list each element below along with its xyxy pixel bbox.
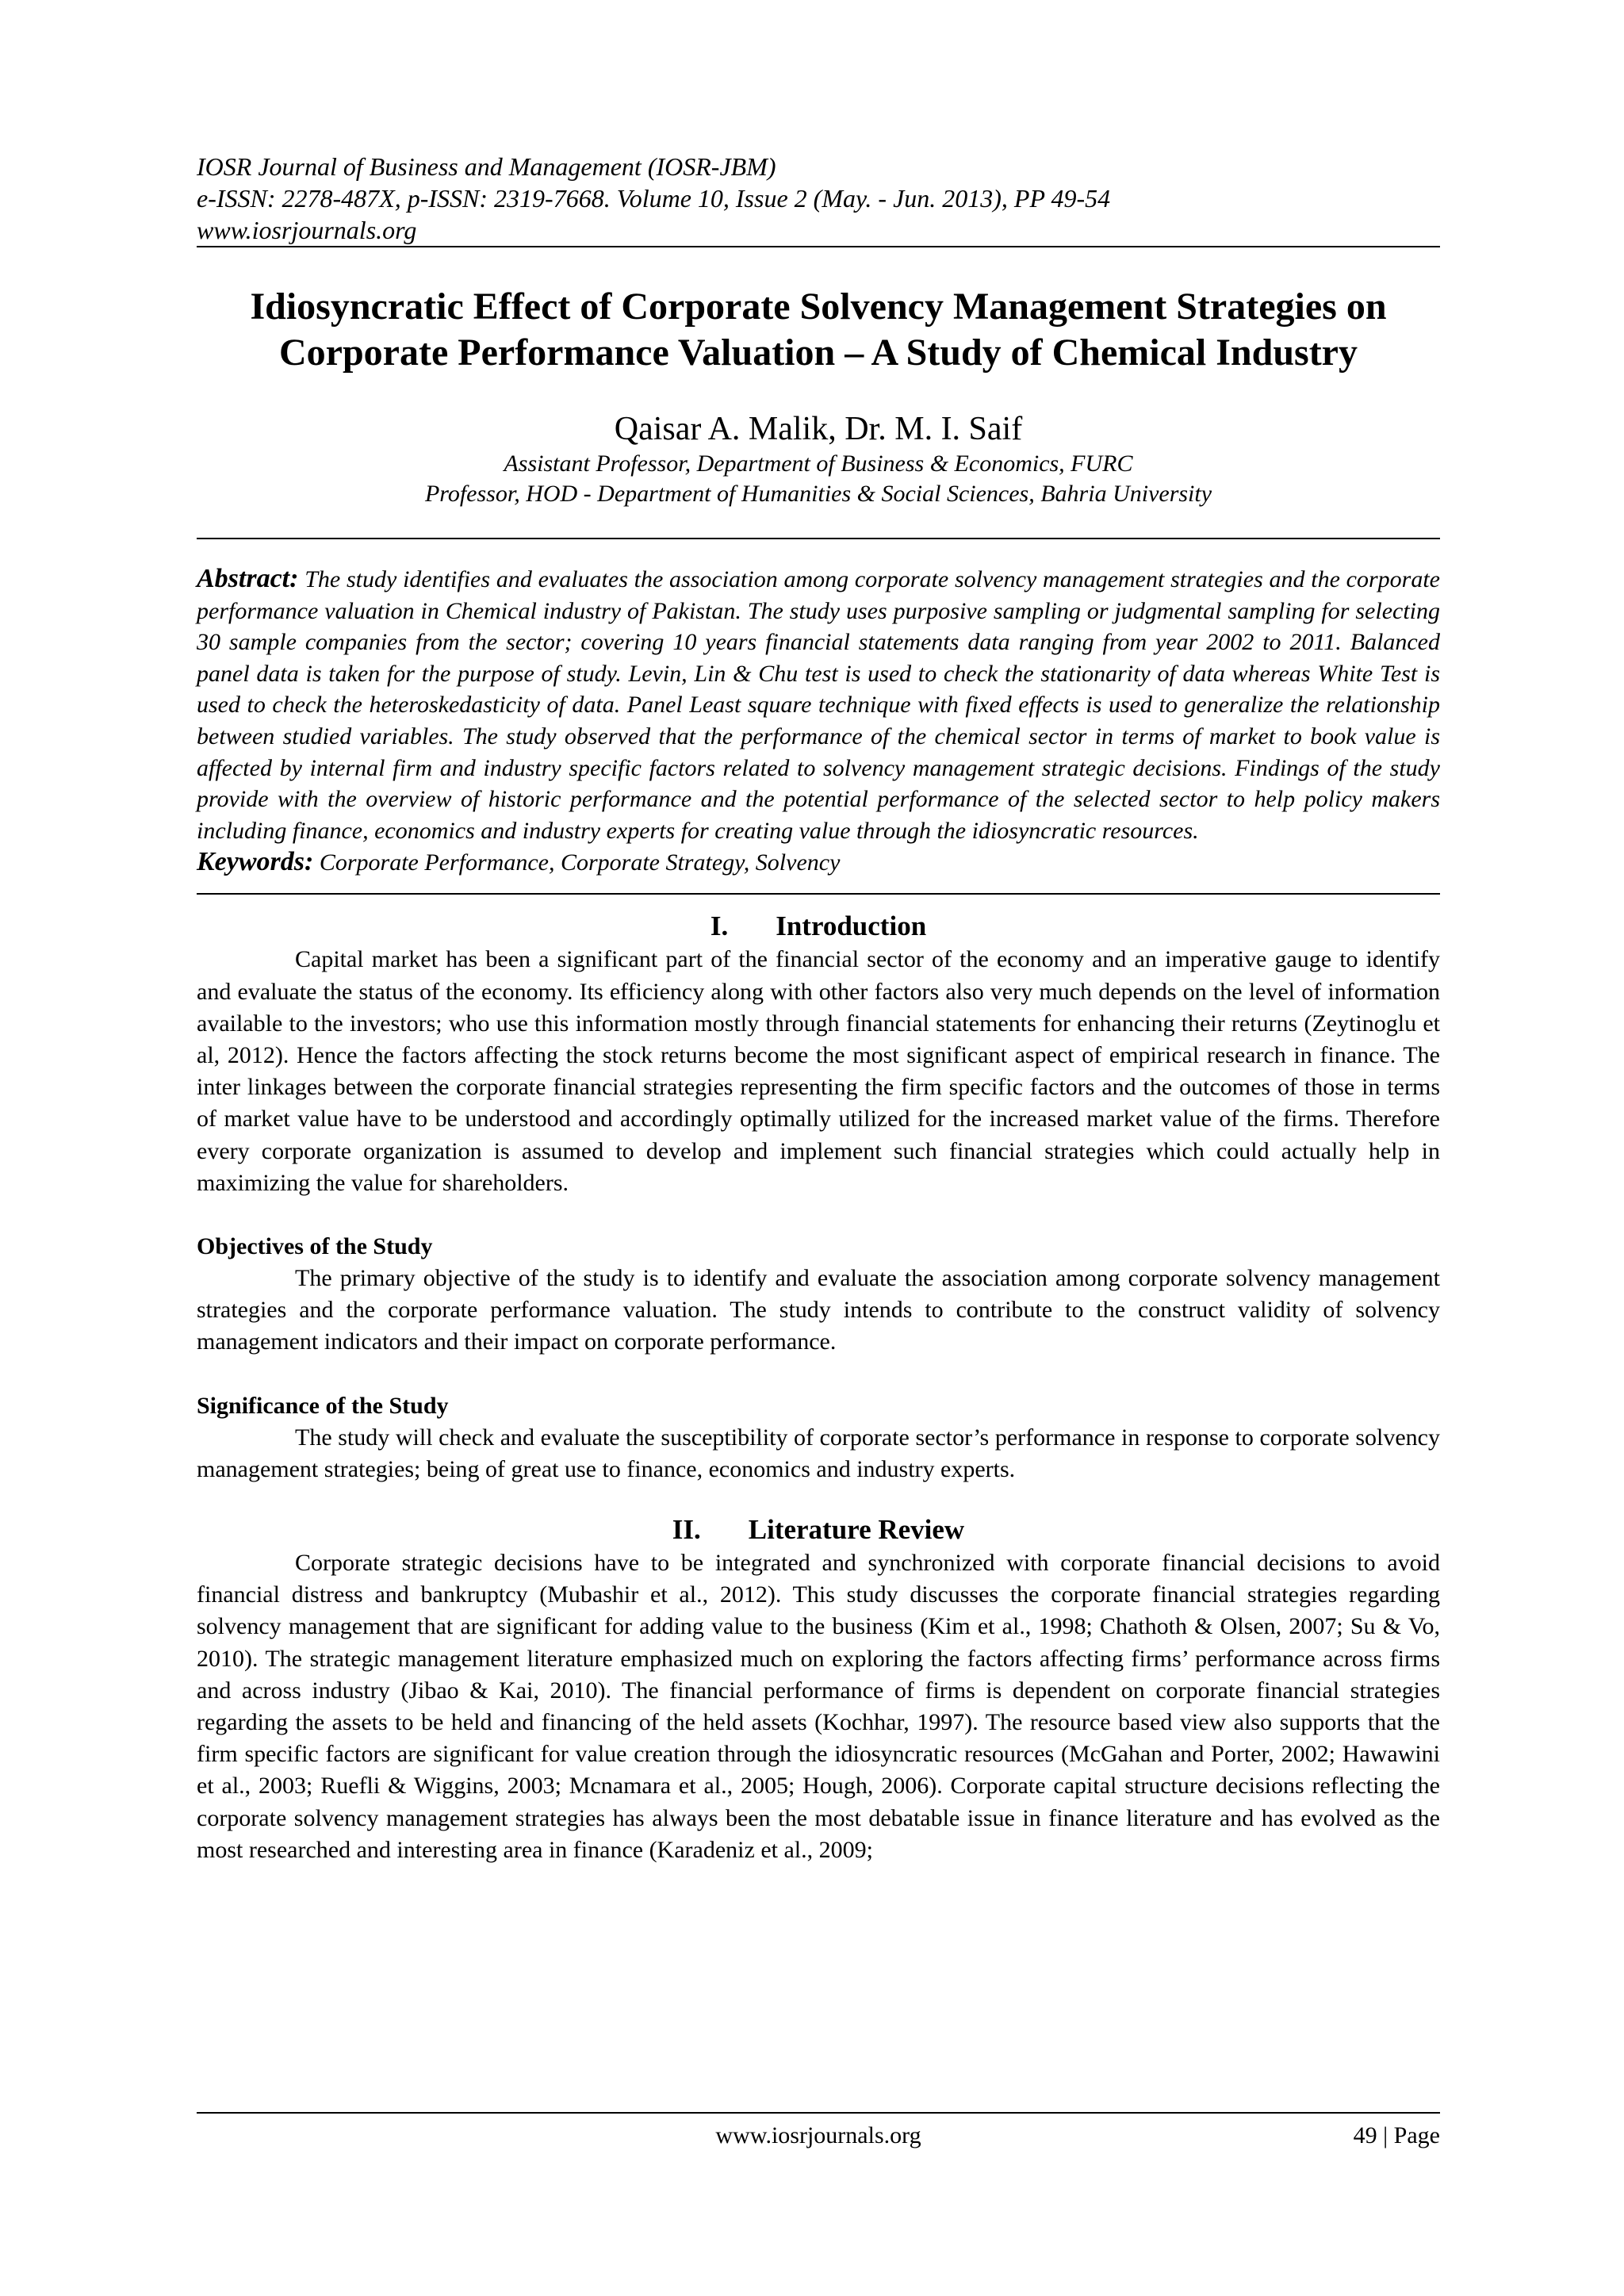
significance-paragraph: The study will check and evaluate the susceptibility of corporate sector’s performance in response to corporate solvency management strategies; being of great use to finance, economics and industry experts. (197, 1424, 1440, 1482)
section-number: II. (672, 1513, 701, 1545)
journal-issn: e-ISSN: 2278-487X, p-ISSN: 2319-7668. Volume 10, Issue 2 (May. - Jun. 2013), PP 49-54 (197, 184, 1111, 213)
page-content (197, 151, 1440, 1866)
abstract-bottom-rule (197, 893, 1440, 895)
keywords-text: Corporate Performance, Corporate Strategy, Solvency (319, 849, 841, 876)
paper-title: Idiosyncratic Effect of Corporate Solvency Management Strategies on Corporate Performance Valuation – A Study of Chemical Industry (250, 286, 1387, 374)
keywords-label: Keywords: (197, 847, 314, 877)
journal-header (197, 151, 1440, 246)
affiliation-2: Professor, HOD - Department of Humanities & Social Sciences, Bahria University (424, 481, 1212, 507)
affiliation-1: Assistant Professor, Department of Business & Economics, FURC (504, 450, 1133, 477)
footer-website[interactable]: www.iosrjournals.org (715, 2122, 921, 2148)
header-rule (197, 246, 1440, 247)
abstract-top-rule (197, 538, 1440, 539)
objectives-heading: Objectives of the Study (197, 1232, 433, 1259)
literature-review-paragraph: Corporate strategic decisions have to be integrated and synchronized with corporate financial decisions to avoid financial distress and bankruptcy (Mubashir et al., 2012). This study discusses the corporate financial strategies regarding solvency management that are significant for adding value to the business (Kim et al., 1998; Chathoth & Olsen, 2007; Su & Vo, 2010). The strategic management literature emphasized much on exploring the factors affecting firms’ performance across firms and across industry (Jibao & Kai, 2010). The financial performance of firms is dependent on corporate financial strategies regarding the assets to be held and financing of the held assets (Kochhar, 1997). The resource based view also supports that the firm specific factors are significant for value creation through the idiosyncratic resources (McGahan and Porter, 2002; Hawawini et al., 2003; Ruefli & Wiggins, 2003; Mcnamara et al., 2005; Hough, 2006). Corporate capital structure decisions reflecting the corporate solvency management strategies has always been the most debatable issue in finance literature and has evolved as the most researched and interesting area in finance (Karadeniz et al., 2009; (197, 1549, 1440, 1863)
journal-name: IOSR Journal of Business and Management (IOSR-JBM) (197, 152, 776, 181)
section-number: I. (710, 910, 729, 942)
section-heading-introduction (197, 909, 1440, 944)
abstract-text: The study identifies and evaluates the association among corporate solvency management strategies and the corporate performance valuation in Chemical industry of Pakistan. The study uses purposive sampling or judgmental sampling for selecting 30 sample companies from the sector; covering 10 years financial statements data ranging from year 2002 to 2011. Balanced panel data is taken for the purpose of study. Levin, Lin & Chu test is used to check the stationarity of data whereas White Test is used to check the heteroskedasticity of data. Panel Least square technique with fixed effects is used to generalize the relationship between studied variables. The study observed that the performance of the chemical sector in terms of market to book value is affected by internal firm and industry specific factors related to solvency management strategic decisions. Findings of the study provide with the overview of historic performance and the potential performance of the selected sector to help policy makers including finance, economics and industry experts for creating value through the idiosyncratic resources. (197, 566, 1440, 844)
introduction-paragraph: Capital market has been a significant part of the financial sector of the economy and an imperative gauge to identify and evaluate the status of the economy. Its efficiency along with other factors also very much depends on the level of information available to the investors; who use this information mostly through financial statements for enhancing their returns (Zeytinoglu et al, 2012). Hence the factors affecting the stock returns become the most significant aspect of empirical research in finance. The inter linkages between the corporate financial strategies representing the firm specific factors and the outcomes of those in terms of market value have to be understood and accordingly optimally utilized for the increased market value of the firms. Therefore every corporate organization is assumed to develop and implement such financial strategies which could actually help in maximizing the value for shareholders. (197, 946, 1440, 1196)
journal-website[interactable]: www.iosrjournals.org (197, 216, 417, 244)
footer-rule (197, 2112, 1440, 2114)
section-title: Introduction (776, 910, 927, 942)
abstract-label: Abstract: (197, 564, 299, 593)
section-title: Literature Review (748, 1513, 965, 1545)
paper-authors: Qaisar A. Malik, Dr. M. I. Saif (614, 411, 1023, 447)
keywords (197, 846, 1440, 879)
section-heading-literature-review (197, 1512, 1440, 1547)
page-number: 49 | Page (1353, 2122, 1440, 2148)
abstract (197, 563, 1440, 846)
page-footer (197, 2112, 1440, 2148)
significance-heading: Significance of the Study (197, 1392, 449, 1419)
objectives-paragraph: The primary objective of the study is to identify and evaluate the association among corporate solvency management strategies and the corporate performance valuation. The study intends to contribute to the construct validity of solvency management indicators and their impact on corporate performance. (197, 1264, 1440, 1355)
